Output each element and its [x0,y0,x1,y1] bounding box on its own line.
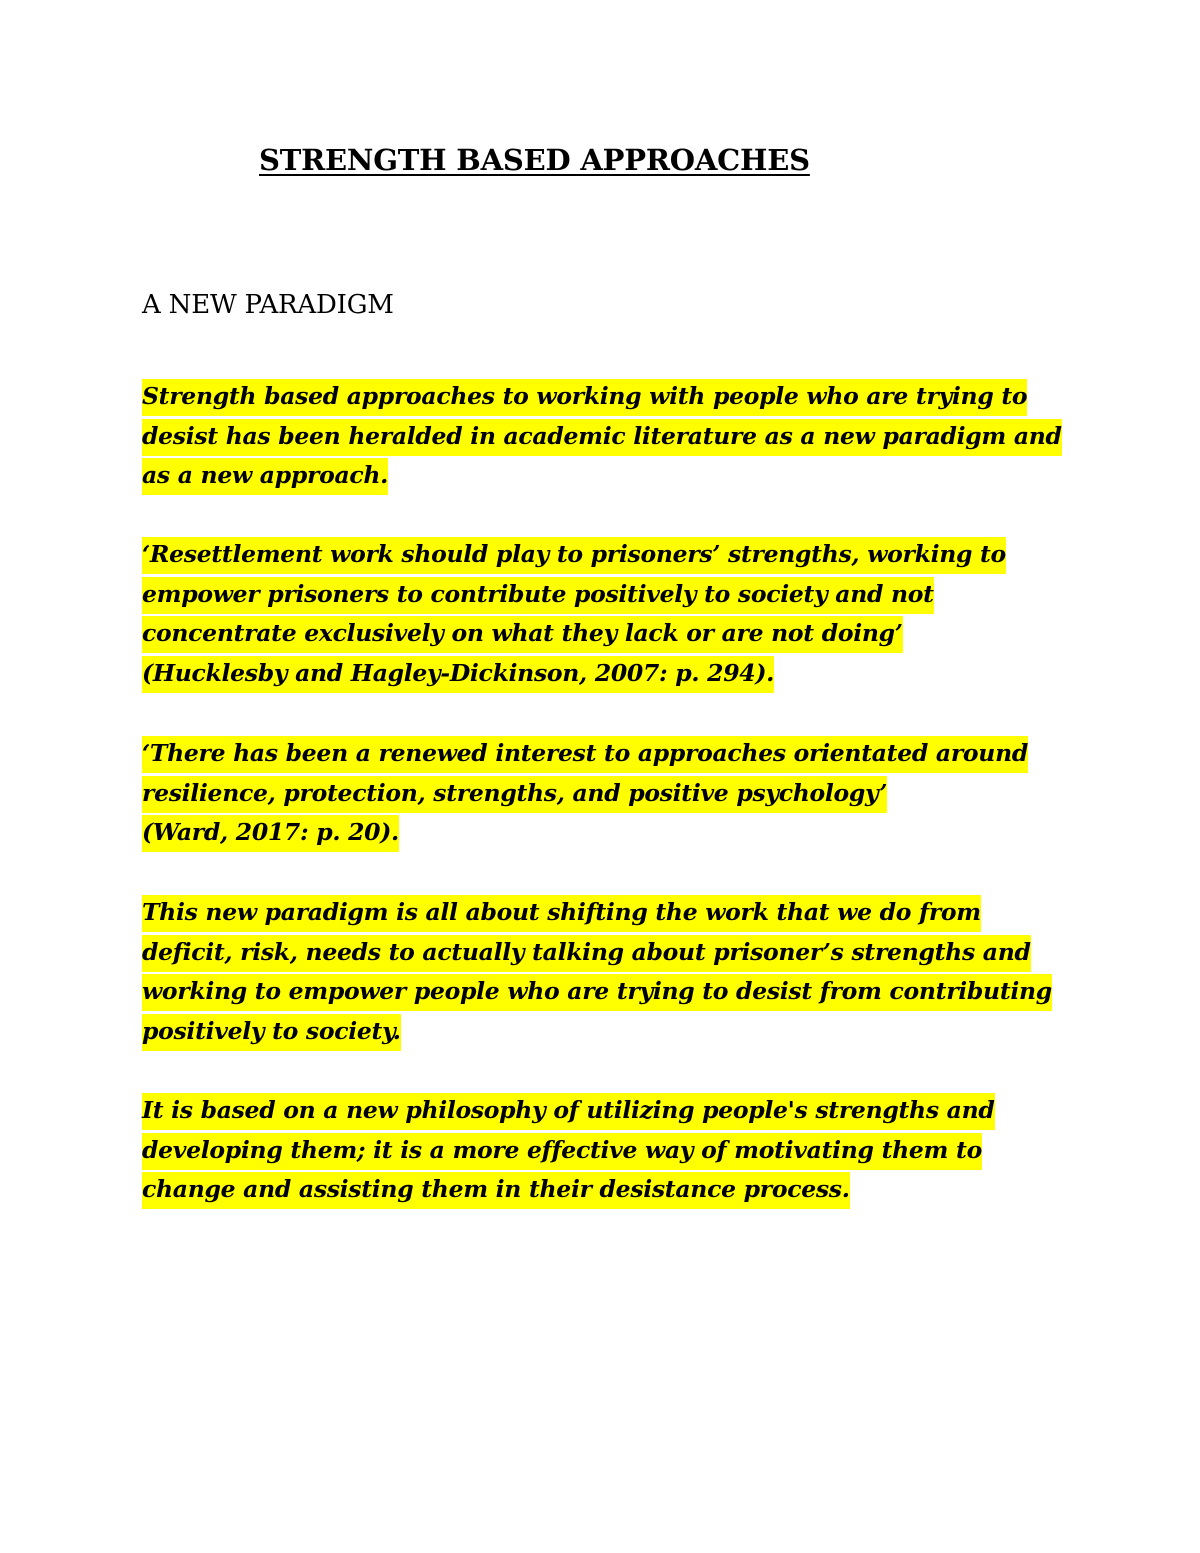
paragraph-renewed-interest-quote [142,734,1082,853]
paragraph-line: positively to society. [142,1014,401,1051]
paragraph-line: as a new approach. [142,458,388,495]
paragraph-line: It is based on a new philosophy of utilizing people's strengths and [142,1093,995,1130]
paragraph-line: ‘Resettlement work should play to prisoners’ strengths, working to [142,537,1006,574]
paragraph-line: working to empower people who are trying to desist from contributing [142,974,1052,1011]
citation-line: (Ward, 2017: p. 20). [142,815,399,852]
citation-line: (Hucklesby and Hagley-Dickinson, 2007: p. 294). [142,656,774,693]
paragraph-line: This new paradigm is all about shifting the work that we do from [142,895,981,932]
paragraph-line: Strength based approaches to working with people who are trying to [142,379,1027,416]
paragraph-line: change and assisting them in their desistance process. [142,1172,850,1209]
paragraph-line: resilience, protection, strengths, and positive psychology’ [142,776,887,813]
paragraph-new-paradigm [142,893,1082,1052]
paragraph-line: desist has been heralded in academic literature as a new paradigm and [142,419,1062,456]
paragraph-line: deficit, risk, needs to actually talking about prisoner’s strengths and [142,935,1031,972]
paragraph-line: ‘There has been a renewed interest to approaches orientated around [142,736,1028,773]
paragraph-resettlement-quote [142,535,1082,694]
paragraph-line: empower prisoners to contribute positively to society and not [142,577,934,614]
paragraph-strength-intro [142,377,1082,496]
document-title: STRENGTH BASED APPROACHES [259,143,810,177]
section-heading: A NEW PARADIGM [142,290,394,320]
paragraph-philosophy [142,1091,1082,1210]
paragraph-line: concentrate exclusively on what they lack or are not doing’ [142,616,903,653]
paragraph-line: developing them; it is a more effective way of motivating them to [142,1133,982,1170]
